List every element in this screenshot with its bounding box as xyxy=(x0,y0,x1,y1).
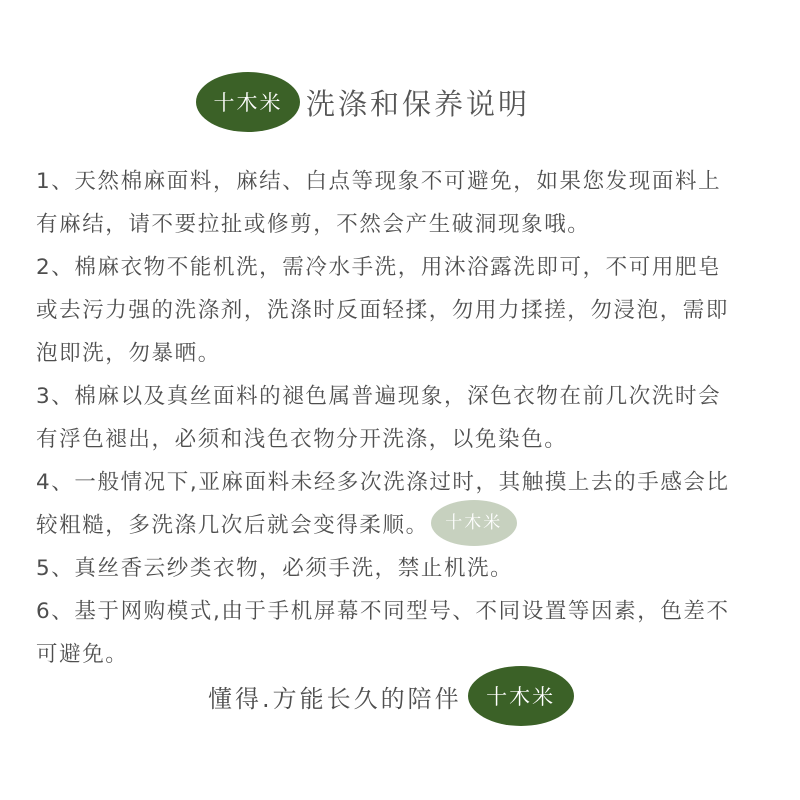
instruction-line: 可避免。 xyxy=(36,642,129,667)
instruction-line: 有浮色褪出，必须和浅色衣物分开洗涤，以免染色。 xyxy=(36,427,568,452)
care-instructions xyxy=(36,160,776,676)
inline-brand-logo-text: 十木米 xyxy=(445,512,503,533)
instruction-line: 5、真丝香云纱类衣物，必须手洗，禁止机洗。 xyxy=(36,556,514,581)
header xyxy=(196,70,530,134)
instruction-line-with-badge xyxy=(36,504,776,547)
page-title: 洗涤和保养说明 xyxy=(306,86,531,121)
instruction-line: 3、棉麻以及真丝面料的褪色属普遍现象，深色衣物在前几次洗时会 xyxy=(36,384,722,409)
instruction-line: 有麻结，请不要拉扯或修剪，不然会产生破洞现象哦。 xyxy=(36,212,591,237)
slogan: 懂得.方能长久的陪伴 xyxy=(208,684,462,713)
inline-brand-logo xyxy=(431,500,517,546)
instruction-line: 1、天然棉麻面料，麻结、白点等现象不可避免，如果您发现面料上 xyxy=(36,169,722,194)
footer-brand-logo xyxy=(468,666,574,726)
instruction-line: 6、基于网购模式,由于手机屏幕不同型号、不同设置等因素，色差不 xyxy=(36,599,730,624)
footer xyxy=(208,666,574,726)
brand-logo-text: 十木米 xyxy=(213,91,283,115)
instruction-text: 较粗糙，多洗涤几次后就会变得柔顺。 xyxy=(36,513,429,538)
instruction-line: 4、一般情况下,亚麻面料未经多次洗涤过时，其触摸上去的手感会比 xyxy=(36,470,730,495)
brand-logo xyxy=(196,72,300,132)
instruction-line: 2、棉麻衣物不能机洗，需冷水手洗，用沐浴露洗即可，不可用肥皂 xyxy=(36,255,722,280)
instruction-line: 泡即洗，勿暴晒。 xyxy=(36,341,221,366)
footer-brand-logo-text: 十木米 xyxy=(486,685,556,709)
instruction-line: 或去污力强的洗涤剂，洗涤时反面轻揉，勿用力揉搓，勿浸泡，需即 xyxy=(36,298,730,323)
